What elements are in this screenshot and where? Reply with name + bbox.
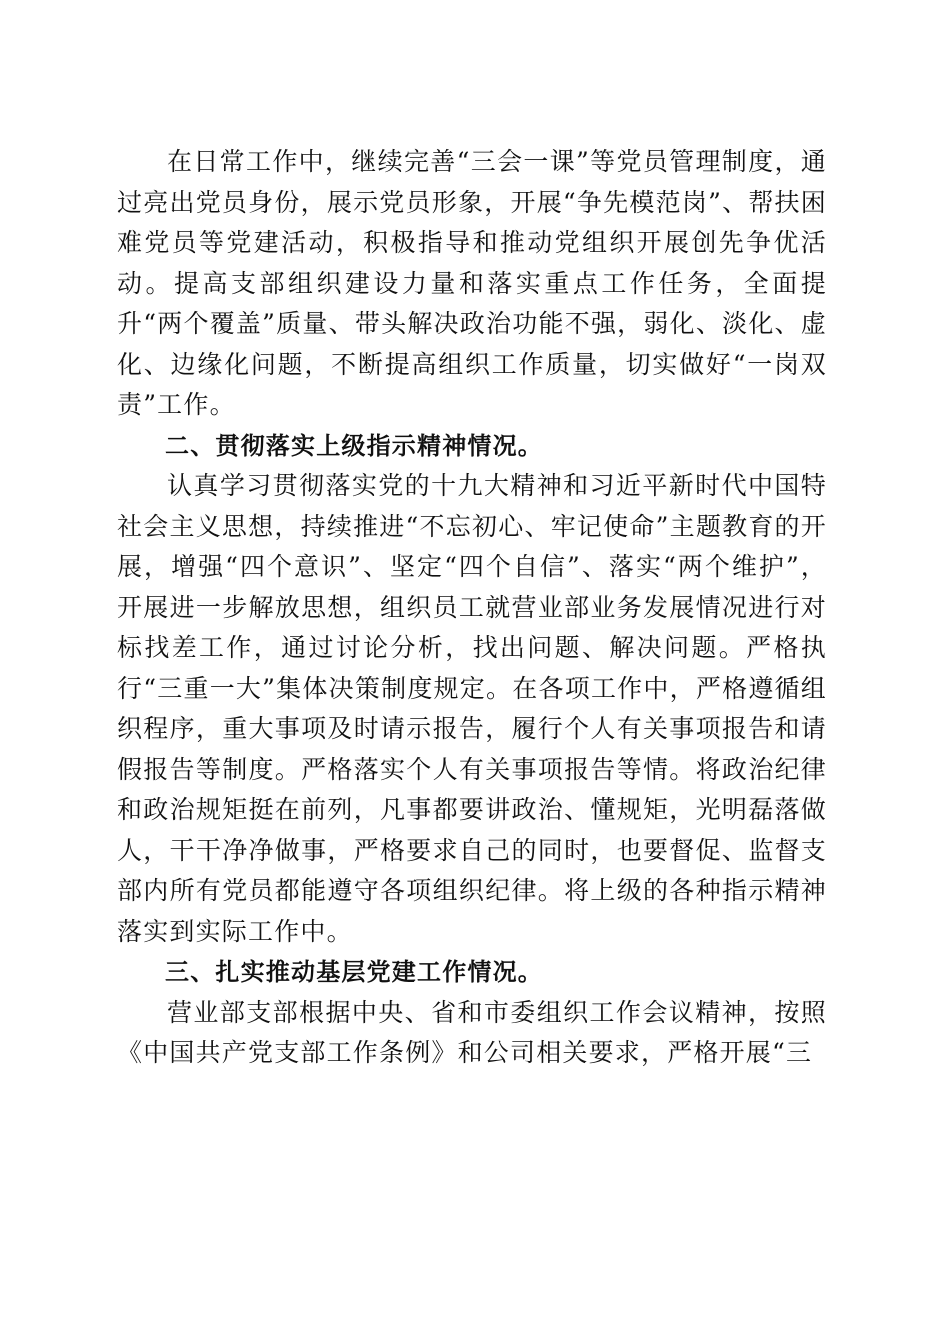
document-body [117,142,827,1074]
section-heading-2: 二、贯彻落实上级指示精神情况。 [165,431,543,460]
paragraph-party-management: 在日常工作中，继续完善“三会一课”等党员管理制度，通过亮出党员身份，展示党员形象，开展“争先模范岗”、帮扶困难党员等党建活动，积极指导和推动党组织开展创先争优活动。提高支部组织建设力量和落实重点工作任务，全面提升“两个覆盖”质量、带头解决政治功能不强，弱化、淡化、虚化、边缘化问题，不断提高组织工作质量，切实做好“一岗双责”工作。 [117,147,827,419]
section-heading-3: 三、扎实推动基层党建工作情况。 [165,958,543,986]
paragraph-grassroots-party-building: 营业部支部根据中央、省和市委组织工作会议精神，按照《中国共产党支部工作条例》和公司相关要求，严格开展“三 [117,997,827,1067]
paragraph-implementing-instructions: 认真学习贯彻落实党的十九大精神和习近平新时代中国特社会主义思想，持续推进“不忘初心、牢记使命”主题教育的开展，增强“四个意识”、坚定“四个自信”、落实“两个维护”，开展进一步解放思想，组织员工就营业部业务发展情况进行对标找差工作，通过讨论分析，找出问题、解决问题。严格执行“三重一大”集体决策制度规定。在各项工作中，严格遵循组织程序，重大事项及时请示报告，履行个人有关事项报告和请假报告等制度。严格落实个人有关事项报告等情。将政治纪律和政治规矩挺在前列，凡事都要讲政治、懂规矩，光明磊落做人，干干净净做事，严格要求自己的同时，也要督促、监督支部内所有党员都能遵守各项组织纪律。将上级的各种指示精神落实到实际工作中。 [117,471,827,946]
